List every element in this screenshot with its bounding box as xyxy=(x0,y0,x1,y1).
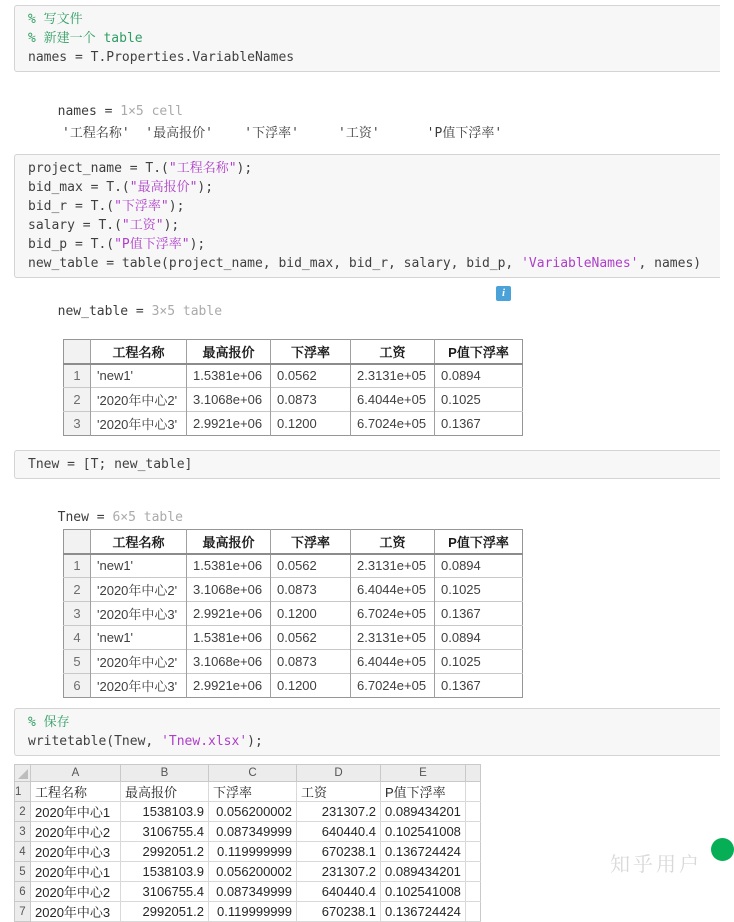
row-header[interactable]: 6 xyxy=(15,882,31,902)
code-line xyxy=(28,10,707,29)
sheet-row xyxy=(15,822,481,842)
table-cell: '2020年中心3' xyxy=(91,602,187,626)
sheet-cell[interactable]: 下浮率 xyxy=(209,782,297,802)
column-header: P值下浮率 xyxy=(435,530,523,554)
row-header[interactable]: 4 xyxy=(15,842,31,862)
sheet-cell[interactable]: 3106755.4 xyxy=(121,822,209,842)
row-header[interactable]: 1 xyxy=(15,782,31,802)
sheet-row xyxy=(15,782,481,802)
sheet-cell[interactable]: P值下浮率 xyxy=(381,782,466,802)
code-segment: new_table = table(project_name, bid_max, bid_r, salary, bid_p, xyxy=(28,256,522,271)
sheet-row xyxy=(15,842,481,862)
code-line xyxy=(28,732,707,751)
sheet-cell[interactable]: 0.102541008 xyxy=(381,882,466,902)
table-cell: 0.1367 xyxy=(435,602,523,626)
sheet-cell[interactable]: 0.136724424 xyxy=(381,902,466,922)
code-cell-write-file[interactable] xyxy=(14,5,720,72)
sheet-cell[interactable]: 0.056200002 xyxy=(209,862,297,882)
table-cell: 2.3131e+05 xyxy=(351,364,435,388)
sheet-cell[interactable]: 670238.1 xyxy=(297,842,381,862)
code-segment: % 写文件 xyxy=(28,12,83,27)
code-line xyxy=(28,455,707,474)
sheet-cell[interactable]: 2020年中心1 xyxy=(31,862,121,882)
table-row xyxy=(64,674,523,698)
code-segment: , names) xyxy=(638,256,702,271)
partial-cell xyxy=(465,802,480,822)
code-segment: bid_p = T.( xyxy=(28,237,115,252)
row-number: 1 xyxy=(64,364,91,388)
floating-action-button[interactable] xyxy=(711,838,734,861)
sheet-cell[interactable]: 0.119999999 xyxy=(209,842,297,862)
code-segment: bid_max = T.( xyxy=(28,180,130,195)
row-number: 2 xyxy=(64,388,91,412)
watermark: 知乎用户 xyxy=(610,854,702,876)
partial-cell xyxy=(465,782,480,802)
row-number: 6 xyxy=(64,674,91,698)
code-segment: "最高报价" xyxy=(129,180,198,195)
output-dimension: 1×5 cell xyxy=(120,104,183,119)
table-cell: 2.9921e+06 xyxy=(187,602,271,626)
sheet-cell[interactable]: 0.087349999 xyxy=(209,822,297,842)
partial-column-header xyxy=(465,765,480,782)
row-number: 2 xyxy=(64,578,91,602)
table-cell: 0.1367 xyxy=(435,674,523,698)
sheet-cell[interactable]: 工程名称 xyxy=(31,782,121,802)
sheet-cell[interactable]: 640440.4 xyxy=(297,822,381,842)
sheet-row xyxy=(15,882,481,902)
table-cell: 3.1068e+06 xyxy=(187,578,271,602)
sheet-cell[interactable]: 1538103.9 xyxy=(121,862,209,882)
code-segment: salary = T.( xyxy=(28,218,122,233)
sheet-row xyxy=(15,902,481,922)
row-number-header xyxy=(64,530,91,554)
table-cell: 0.1200 xyxy=(271,412,351,436)
sheet-cell[interactable]: 2020年中心3 xyxy=(31,902,121,922)
code-line xyxy=(28,713,707,732)
table-cell: 6.7024e+05 xyxy=(351,412,435,436)
code-segment: "P值下浮率" xyxy=(114,237,190,252)
sheet-cell[interactable]: 2992051.2 xyxy=(121,842,209,862)
matlab-table-tnew xyxy=(63,529,523,698)
partial-cell xyxy=(465,842,480,862)
table-row xyxy=(64,626,523,650)
matlab-table-new-table xyxy=(63,339,523,436)
table-row xyxy=(64,388,523,412)
row-number: 4 xyxy=(64,626,91,650)
table-cell: 0.1200 xyxy=(271,674,351,698)
sheet-cell[interactable]: 0.089434201 xyxy=(381,862,466,882)
table-cell: 6.4044e+05 xyxy=(351,578,435,602)
table-cell: 0.0894 xyxy=(435,554,523,578)
code-segment: ); xyxy=(197,180,214,195)
table-row xyxy=(64,602,523,626)
sheet-cell[interactable]: 工资 xyxy=(297,782,381,802)
sheet-cell[interactable]: 0.102541008 xyxy=(381,822,466,842)
code-line xyxy=(28,178,707,197)
table-cell: 0.1025 xyxy=(435,388,523,412)
table-cell: 0.1367 xyxy=(435,412,523,436)
table-cell: 1.5381e+06 xyxy=(187,554,271,578)
code-segment: 'Tnew.xlsx' xyxy=(161,734,248,749)
table-cell: 2.3131e+05 xyxy=(351,554,435,578)
table-cell: 6.4044e+05 xyxy=(351,650,435,674)
table-cell: '2020年中心2' xyxy=(91,650,187,674)
code-segment: bid_r = T.( xyxy=(28,199,115,214)
table-cell: 'new1' xyxy=(91,364,187,388)
row-number: 5 xyxy=(64,650,91,674)
row-number-header xyxy=(64,340,91,364)
sheet-cell[interactable]: 3106755.4 xyxy=(121,882,209,902)
output-variable-name: new_table = xyxy=(57,304,152,319)
sheet-cell[interactable]: 2020年中心3 xyxy=(31,842,121,862)
table-cell: 0.0562 xyxy=(271,554,351,578)
sheet-row xyxy=(15,802,481,822)
code-line xyxy=(28,48,707,67)
sheet-cell[interactable]: 0.056200002 xyxy=(209,802,297,822)
column-header: P值下浮率 xyxy=(435,340,523,364)
table-cell: 0.1025 xyxy=(435,578,523,602)
code-segment: % 保存 xyxy=(28,715,70,730)
code-segment: ); xyxy=(247,734,263,749)
table-cell: 2.9921e+06 xyxy=(187,412,271,436)
code-line xyxy=(28,29,707,48)
code-cell-build-table[interactable] xyxy=(14,154,720,278)
row-number: 3 xyxy=(64,412,91,436)
sheet-row xyxy=(15,862,481,882)
sheet-cell[interactable]: 2020年中心1 xyxy=(31,802,121,822)
table-cell: 0.1200 xyxy=(271,602,351,626)
output-names xyxy=(42,88,720,120)
column-header: 最高报价 xyxy=(187,530,271,554)
code-segment: ); xyxy=(168,199,185,214)
row-header[interactable]: 3 xyxy=(15,822,31,842)
table-cell: 6.7024e+05 xyxy=(351,602,435,626)
code-segment: names = T.Properties.VariableNames xyxy=(28,50,295,65)
code-segment: ); xyxy=(236,161,253,176)
table-cell: '2020年中心3' xyxy=(91,412,187,436)
sheet-cell[interactable]: 0.119999999 xyxy=(209,902,297,922)
column-header: 工资 xyxy=(351,340,435,364)
sheet-cell[interactable]: 2020年中心2 xyxy=(31,882,121,902)
output-dimension: 3×5 table xyxy=(151,304,223,319)
column-header: 工程名称 xyxy=(91,340,187,364)
sheet-cell[interactable]: 0.089434201 xyxy=(381,802,466,822)
table-cell: 'new1' xyxy=(91,626,187,650)
sheet-cell[interactable]: 231307.2 xyxy=(297,862,381,882)
code-segment: writetable(Tnew, xyxy=(28,734,162,749)
sheet-cell[interactable]: 1538103.9 xyxy=(121,802,209,822)
partial-cell xyxy=(465,822,480,842)
output-new-table xyxy=(42,288,720,336)
sheet-cell[interactable]: 2020年中心2 xyxy=(31,822,121,842)
table-cell: 2.9921e+06 xyxy=(187,674,271,698)
sheet-cell[interactable]: 最高报价 xyxy=(121,782,209,802)
row-header[interactable]: 7 xyxy=(15,902,31,922)
code-segment: "下浮率" xyxy=(114,199,169,214)
row-header[interactable]: 5 xyxy=(15,862,31,882)
table-cell: 0.0894 xyxy=(435,626,523,650)
table-cell: 0.0873 xyxy=(271,388,351,412)
code-line xyxy=(28,235,707,254)
table-cell: 0.0562 xyxy=(271,364,351,388)
select-all-cell[interactable] xyxy=(15,765,31,782)
column-header: 工资 xyxy=(351,530,435,554)
partial-cell xyxy=(465,882,480,902)
output-variable-name: names = xyxy=(57,104,121,119)
table-cell: 6.4044e+05 xyxy=(351,388,435,412)
partial-cell xyxy=(465,862,480,882)
table-cell: '2020年中心2' xyxy=(91,578,187,602)
table-row xyxy=(64,412,523,436)
table-cell: 3.1068e+06 xyxy=(187,650,271,674)
table-cell: '2020年中心3' xyxy=(91,674,187,698)
column-header: 工程名称 xyxy=(91,530,187,554)
column-header-D[interactable]: D xyxy=(297,765,381,782)
table-row xyxy=(64,364,523,388)
table-row xyxy=(64,554,523,578)
column-header-A[interactable]: A xyxy=(31,765,121,782)
code-segment: Tnew = [T; new_table] xyxy=(28,457,193,472)
code-segment: ); xyxy=(189,237,206,252)
code-line xyxy=(28,216,707,235)
column-header: 下浮率 xyxy=(271,340,351,364)
column-header-B[interactable]: B xyxy=(121,765,209,782)
code-cell-concat[interactable] xyxy=(14,450,720,479)
table-cell: 3.1068e+06 xyxy=(187,388,271,412)
table-cell: '2020年中心2' xyxy=(91,388,187,412)
output-dimension: 6×5 table xyxy=(112,510,183,525)
cell-array-values: '工程名称' '最高报价' '下浮率' '工资' 'P值下浮率' xyxy=(62,126,503,141)
table-cell: 1.5381e+06 xyxy=(187,626,271,650)
code-segment: project_name = T.( xyxy=(28,161,169,176)
column-header-C[interactable]: C xyxy=(209,765,297,782)
code-segment: ); xyxy=(163,218,180,233)
code-line xyxy=(28,254,707,273)
code-line xyxy=(28,197,707,216)
table-cell: 0.0873 xyxy=(271,578,351,602)
table-cell: 0.0873 xyxy=(271,650,351,674)
output-variable-name: Tnew = xyxy=(57,510,113,525)
excel-preview xyxy=(14,764,481,922)
info-icon[interactable]: i xyxy=(496,286,511,301)
row-number: 1 xyxy=(64,554,91,578)
row-header[interactable]: 2 xyxy=(15,802,31,822)
sheet-cell[interactable]: 0.087349999 xyxy=(209,882,297,902)
code-segment: "工资" xyxy=(121,218,164,233)
column-header: 下浮率 xyxy=(271,530,351,554)
sheet-cell[interactable]: 0.136724424 xyxy=(381,842,466,862)
table-cell: 6.7024e+05 xyxy=(351,674,435,698)
table-row xyxy=(64,578,523,602)
table-cell: 2.3131e+05 xyxy=(351,626,435,650)
code-cell-save[interactable] xyxy=(14,708,720,756)
row-number: 3 xyxy=(64,602,91,626)
select-all-triangle-icon xyxy=(18,769,28,779)
table-row xyxy=(64,650,523,674)
code-line xyxy=(28,159,707,178)
table-cell: 1.5381e+06 xyxy=(187,364,271,388)
code-segment: "工程名称" xyxy=(168,161,237,176)
table-cell: 0.0894 xyxy=(435,364,523,388)
sheet-cell[interactable]: 640440.4 xyxy=(297,882,381,902)
table-cell: 'new1' xyxy=(91,554,187,578)
column-header: 最高报价 xyxy=(187,340,271,364)
table-cell: 0.1025 xyxy=(435,650,523,674)
sheet-cell[interactable]: 2992051.2 xyxy=(121,902,209,922)
sheet-cell[interactable]: 670238.1 xyxy=(297,902,381,922)
output-tnew xyxy=(42,494,720,526)
code-segment: % 新建一个 table xyxy=(28,31,143,46)
live-script-page xyxy=(0,5,720,920)
code-segment: 'VariableNames' xyxy=(521,256,639,271)
sheet-cell[interactable]: 231307.2 xyxy=(297,802,381,822)
table-cell: 0.0562 xyxy=(271,626,351,650)
column-header-E[interactable]: E xyxy=(381,765,466,782)
partial-cell xyxy=(465,902,480,922)
